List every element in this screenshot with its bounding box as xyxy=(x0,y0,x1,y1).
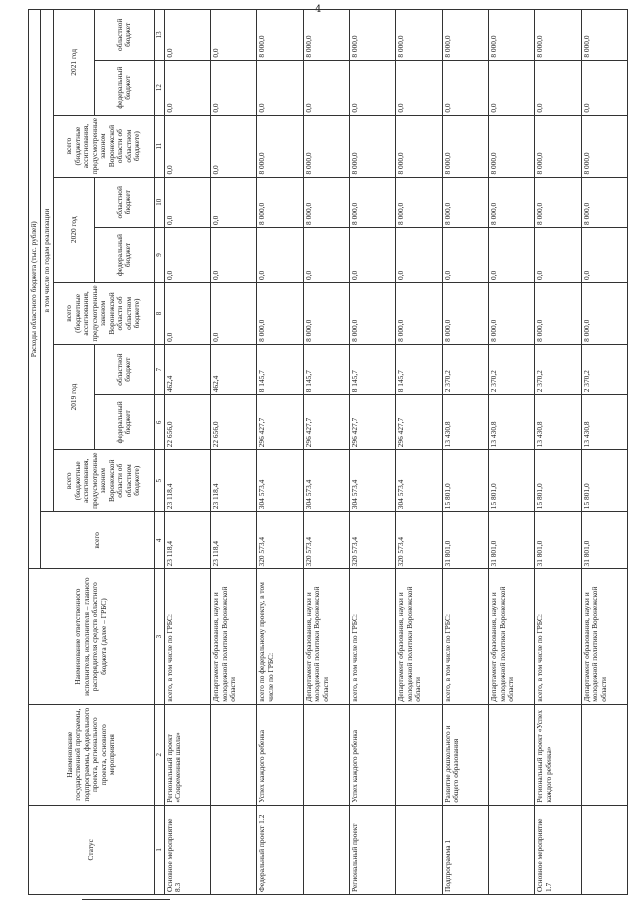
row-status: Основное мероприятие 8.3 xyxy=(164,805,210,894)
row-value: 8 145,7 xyxy=(303,344,349,394)
row-value: 0,0 xyxy=(489,60,535,115)
table-row xyxy=(581,10,627,895)
row-value: 8 000,0 xyxy=(350,177,396,227)
header-2021-federal: федеральный бюджет xyxy=(94,60,154,115)
row-value: 304 573,4 xyxy=(303,450,349,512)
header-2019-total: всего (бюджетные ассигнования, предусмотренные законом Воронежской области об областном бюджете) xyxy=(53,450,154,512)
row-value: 8 000,0 xyxy=(489,282,535,344)
row-value: 13 430,8 xyxy=(442,395,488,450)
row-value: 8 000,0 xyxy=(303,177,349,227)
row-value: 296 427,7 xyxy=(396,395,442,450)
table-row xyxy=(350,10,396,895)
table-row xyxy=(303,10,349,895)
row-name xyxy=(303,704,349,805)
row-value: 8 145,7 xyxy=(350,344,396,394)
row-value: 15 801,0 xyxy=(581,450,627,512)
row-value: 23 118,4 xyxy=(164,512,210,569)
row-value: 8 000,0 xyxy=(581,10,627,61)
row-responsible: Департамент образования, науки и молодежной политики Воронежской области xyxy=(581,569,627,704)
row-value: 8 000,0 xyxy=(350,115,396,177)
row-value: 320 573,4 xyxy=(350,512,396,569)
header-2019-regional: областной бюджет xyxy=(94,344,154,394)
column-number: 11 xyxy=(154,115,164,177)
row-value: 0,0 xyxy=(211,60,257,115)
row-name: Развитие дошкольного и общего образования xyxy=(442,704,488,805)
row-value: 22 656,0 xyxy=(164,395,210,450)
row-value: 8 000,0 xyxy=(257,177,303,227)
row-status xyxy=(581,805,627,894)
row-value: 8 000,0 xyxy=(535,282,581,344)
row-value: 0,0 xyxy=(211,177,257,227)
column-number: 8 xyxy=(154,282,164,344)
row-responsible: всего, в том числе по ГРБС: xyxy=(350,569,396,704)
row-value: 31 801,0 xyxy=(442,512,488,569)
row-responsible: Департамент образования, науки и молодежной политики Воронежской области xyxy=(211,569,257,704)
header-2020-regional: областной бюджет xyxy=(94,177,154,227)
table-row xyxy=(396,10,442,895)
header-2020: 2020 год xyxy=(53,177,94,282)
row-status: Региональный проект xyxy=(350,805,396,894)
column-number: 10 xyxy=(154,177,164,227)
row-value: 0,0 xyxy=(350,227,396,282)
row-value: 0,0 xyxy=(535,227,581,282)
column-number: 2 xyxy=(154,704,164,805)
column-number: 1 xyxy=(154,805,164,894)
column-number: 7 xyxy=(154,344,164,394)
row-value: 8 000,0 xyxy=(535,177,581,227)
row-value: 0,0 xyxy=(164,282,210,344)
row-value: 8 000,0 xyxy=(396,115,442,177)
row-value: 8 000,0 xyxy=(581,282,627,344)
column-number: 6 xyxy=(154,395,164,450)
row-value: 320 573,4 xyxy=(257,512,303,569)
row-value: 0,0 xyxy=(211,10,257,61)
row-value: 8 000,0 xyxy=(350,10,396,61)
row-value: 8 000,0 xyxy=(396,282,442,344)
row-value: 8 000,0 xyxy=(442,10,488,61)
row-value: 0,0 xyxy=(211,282,257,344)
row-value: 0,0 xyxy=(489,227,535,282)
row-value: 8 000,0 xyxy=(303,115,349,177)
row-value: 320 573,4 xyxy=(303,512,349,569)
row-value: 8 000,0 xyxy=(396,10,442,61)
row-value: 23 118,4 xyxy=(211,512,257,569)
row-value: 31 801,0 xyxy=(489,512,535,569)
row-name: Успех каждого ребенка xyxy=(257,704,303,805)
table-row xyxy=(257,10,303,895)
row-value: 304 573,4 xyxy=(257,450,303,512)
row-status xyxy=(303,805,349,894)
row-value: 31 801,0 xyxy=(581,512,627,569)
row-value: 0,0 xyxy=(211,115,257,177)
row-value: 8 000,0 xyxy=(350,282,396,344)
row-name xyxy=(396,704,442,805)
row-name: Успех каждого ребенка xyxy=(350,704,396,805)
row-value: 13 430,8 xyxy=(489,395,535,450)
row-status: Федеральный проект 1.2 xyxy=(257,805,303,894)
header-2020-total: всего (бюджетные ассигнования, предусмотренные законом Воронежской области об областном бюджете) xyxy=(53,282,154,344)
row-value: 0,0 xyxy=(396,60,442,115)
row-value: 0,0 xyxy=(442,60,488,115)
row-value: 462,4 xyxy=(211,344,257,394)
row-status xyxy=(211,805,257,894)
page-number: 4 xyxy=(315,4,322,15)
row-value: 0,0 xyxy=(442,227,488,282)
row-value: 0,0 xyxy=(303,60,349,115)
row-name: Региональный проект «Успех каждого ребенка» xyxy=(535,704,581,805)
header-2019: 2019 год xyxy=(53,344,94,449)
header-2021-total: всего (бюджетные ассигнования, предусмотренные законом Воронежской области об областном бюджете) xyxy=(53,115,154,177)
budget-table xyxy=(28,9,628,895)
row-value: 8 000,0 xyxy=(257,282,303,344)
header-by-years: в том числе по годам реализации xyxy=(41,10,53,512)
row-value: 0,0 xyxy=(164,60,210,115)
row-value: 8 000,0 xyxy=(535,10,581,61)
table-row xyxy=(535,10,581,895)
row-value: 0,0 xyxy=(164,177,210,227)
row-value: 8 000,0 xyxy=(581,115,627,177)
row-responsible: всего по федеральному проекту, в том числе по ГРБС: xyxy=(257,569,303,704)
header-2021-regional: областной бюджет xyxy=(94,10,154,61)
row-responsible: всего, в том числе по ГРБС: xyxy=(164,569,210,704)
column-number: 5 xyxy=(154,450,164,512)
row-status xyxy=(489,805,535,894)
header-2019-federal: федеральный бюджет xyxy=(94,395,154,450)
header-2020-federal: федеральный бюджет xyxy=(94,227,154,282)
header-2021: 2021 год xyxy=(53,10,94,116)
table-row xyxy=(442,10,488,895)
column-number: 4 xyxy=(154,512,164,569)
row-value: 0,0 xyxy=(303,227,349,282)
row-value: 304 573,4 xyxy=(396,450,442,512)
header-status: Статус xyxy=(29,805,155,894)
row-value: 8 000,0 xyxy=(396,177,442,227)
row-value: 8 000,0 xyxy=(257,115,303,177)
row-value: 13 430,8 xyxy=(581,395,627,450)
table-row xyxy=(164,10,210,895)
row-name: Региональный проект «Современная школа» xyxy=(164,704,210,805)
row-value: 0,0 xyxy=(164,10,210,61)
row-value: 8 000,0 xyxy=(442,177,488,227)
table-row xyxy=(489,10,535,895)
row-value: 0,0 xyxy=(257,227,303,282)
row-value: 0,0 xyxy=(581,227,627,282)
row-value: 8 145,7 xyxy=(257,344,303,394)
row-value: 296 427,7 xyxy=(257,395,303,450)
row-value: 8 000,0 xyxy=(303,282,349,344)
header-responsible: Наименование ответственного исполнителя, исполнителя – главного распорядителя средств областного бюджета (далее – ГРБС) xyxy=(29,569,155,704)
column-number: 12 xyxy=(154,60,164,115)
row-value: 0,0 xyxy=(396,227,442,282)
row-value: 0,0 xyxy=(164,115,210,177)
row-value: 2 370,2 xyxy=(442,344,488,394)
table-row xyxy=(211,10,257,895)
table-body xyxy=(164,10,627,895)
row-value: 15 801,0 xyxy=(535,450,581,512)
row-value: 31 801,0 xyxy=(535,512,581,569)
row-value: 462,4 xyxy=(164,344,210,394)
row-value: 296 427,7 xyxy=(350,395,396,450)
row-value: 8 145,7 xyxy=(396,344,442,394)
row-value: 0,0 xyxy=(164,227,210,282)
row-status xyxy=(396,805,442,894)
row-value: 8 000,0 xyxy=(489,115,535,177)
row-value: 13 430,8 xyxy=(535,395,581,450)
row-value: 8 000,0 xyxy=(535,115,581,177)
row-status: Подпрограмма 1 xyxy=(442,805,488,894)
row-value: 8 000,0 xyxy=(489,177,535,227)
row-value: 0,0 xyxy=(581,60,627,115)
row-value: 0,0 xyxy=(211,227,257,282)
header-total: всего xyxy=(41,512,154,569)
row-value: 8 000,0 xyxy=(257,10,303,61)
row-responsible: Департамент образования, науки и молодежной политики Воронежской области xyxy=(396,569,442,704)
row-name xyxy=(489,704,535,805)
row-value: 8 000,0 xyxy=(442,115,488,177)
row-responsible: всего, в том числе по ГРБС: xyxy=(442,569,488,704)
row-value: 8 000,0 xyxy=(489,10,535,61)
row-status: Основное мероприятие 1.7 xyxy=(535,805,581,894)
row-value: 23 118,4 xyxy=(211,450,257,512)
row-responsible: Департамент образования, науки и молодежной политики Воронежской области xyxy=(489,569,535,704)
column-number: 3 xyxy=(154,569,164,704)
row-value: 320 573,4 xyxy=(396,512,442,569)
column-number-row xyxy=(154,10,164,895)
row-value: 8 000,0 xyxy=(581,177,627,227)
header-expenses: Расходы областного бюджета (тыс. рублей) xyxy=(29,10,41,570)
row-value: 15 801,0 xyxy=(442,450,488,512)
header-name: Наименование государственной программы, подпрограммы, федерального проекта, регионального проекта, основного мероприятия xyxy=(29,704,155,805)
row-value: 2 370,2 xyxy=(489,344,535,394)
row-value: 15 801,0 xyxy=(489,450,535,512)
row-value: 304 573,4 xyxy=(350,450,396,512)
column-number: 9 xyxy=(154,227,164,282)
footnote-rule xyxy=(82,899,170,900)
row-value: 0,0 xyxy=(350,60,396,115)
row-value: 2 370,2 xyxy=(581,344,627,394)
row-value: 23 118,4 xyxy=(164,450,210,512)
row-value: 0,0 xyxy=(257,60,303,115)
row-name xyxy=(581,704,627,805)
row-value: 296 427,7 xyxy=(303,395,349,450)
row-responsible: Департамент образования, науки и молодежной политики Воронежской области xyxy=(303,569,349,704)
row-value: 8 000,0 xyxy=(442,282,488,344)
row-name xyxy=(211,704,257,805)
row-value: 2 370,2 xyxy=(535,344,581,394)
row-value: 8 000,0 xyxy=(303,10,349,61)
row-value: 0,0 xyxy=(535,60,581,115)
header-row-1 xyxy=(29,10,41,895)
rotated-table-container xyxy=(28,9,628,895)
row-responsible: всего, в том числе по ГРБС: xyxy=(535,569,581,704)
column-number: 13 xyxy=(154,10,164,61)
row-value: 22 656,0 xyxy=(211,395,257,450)
